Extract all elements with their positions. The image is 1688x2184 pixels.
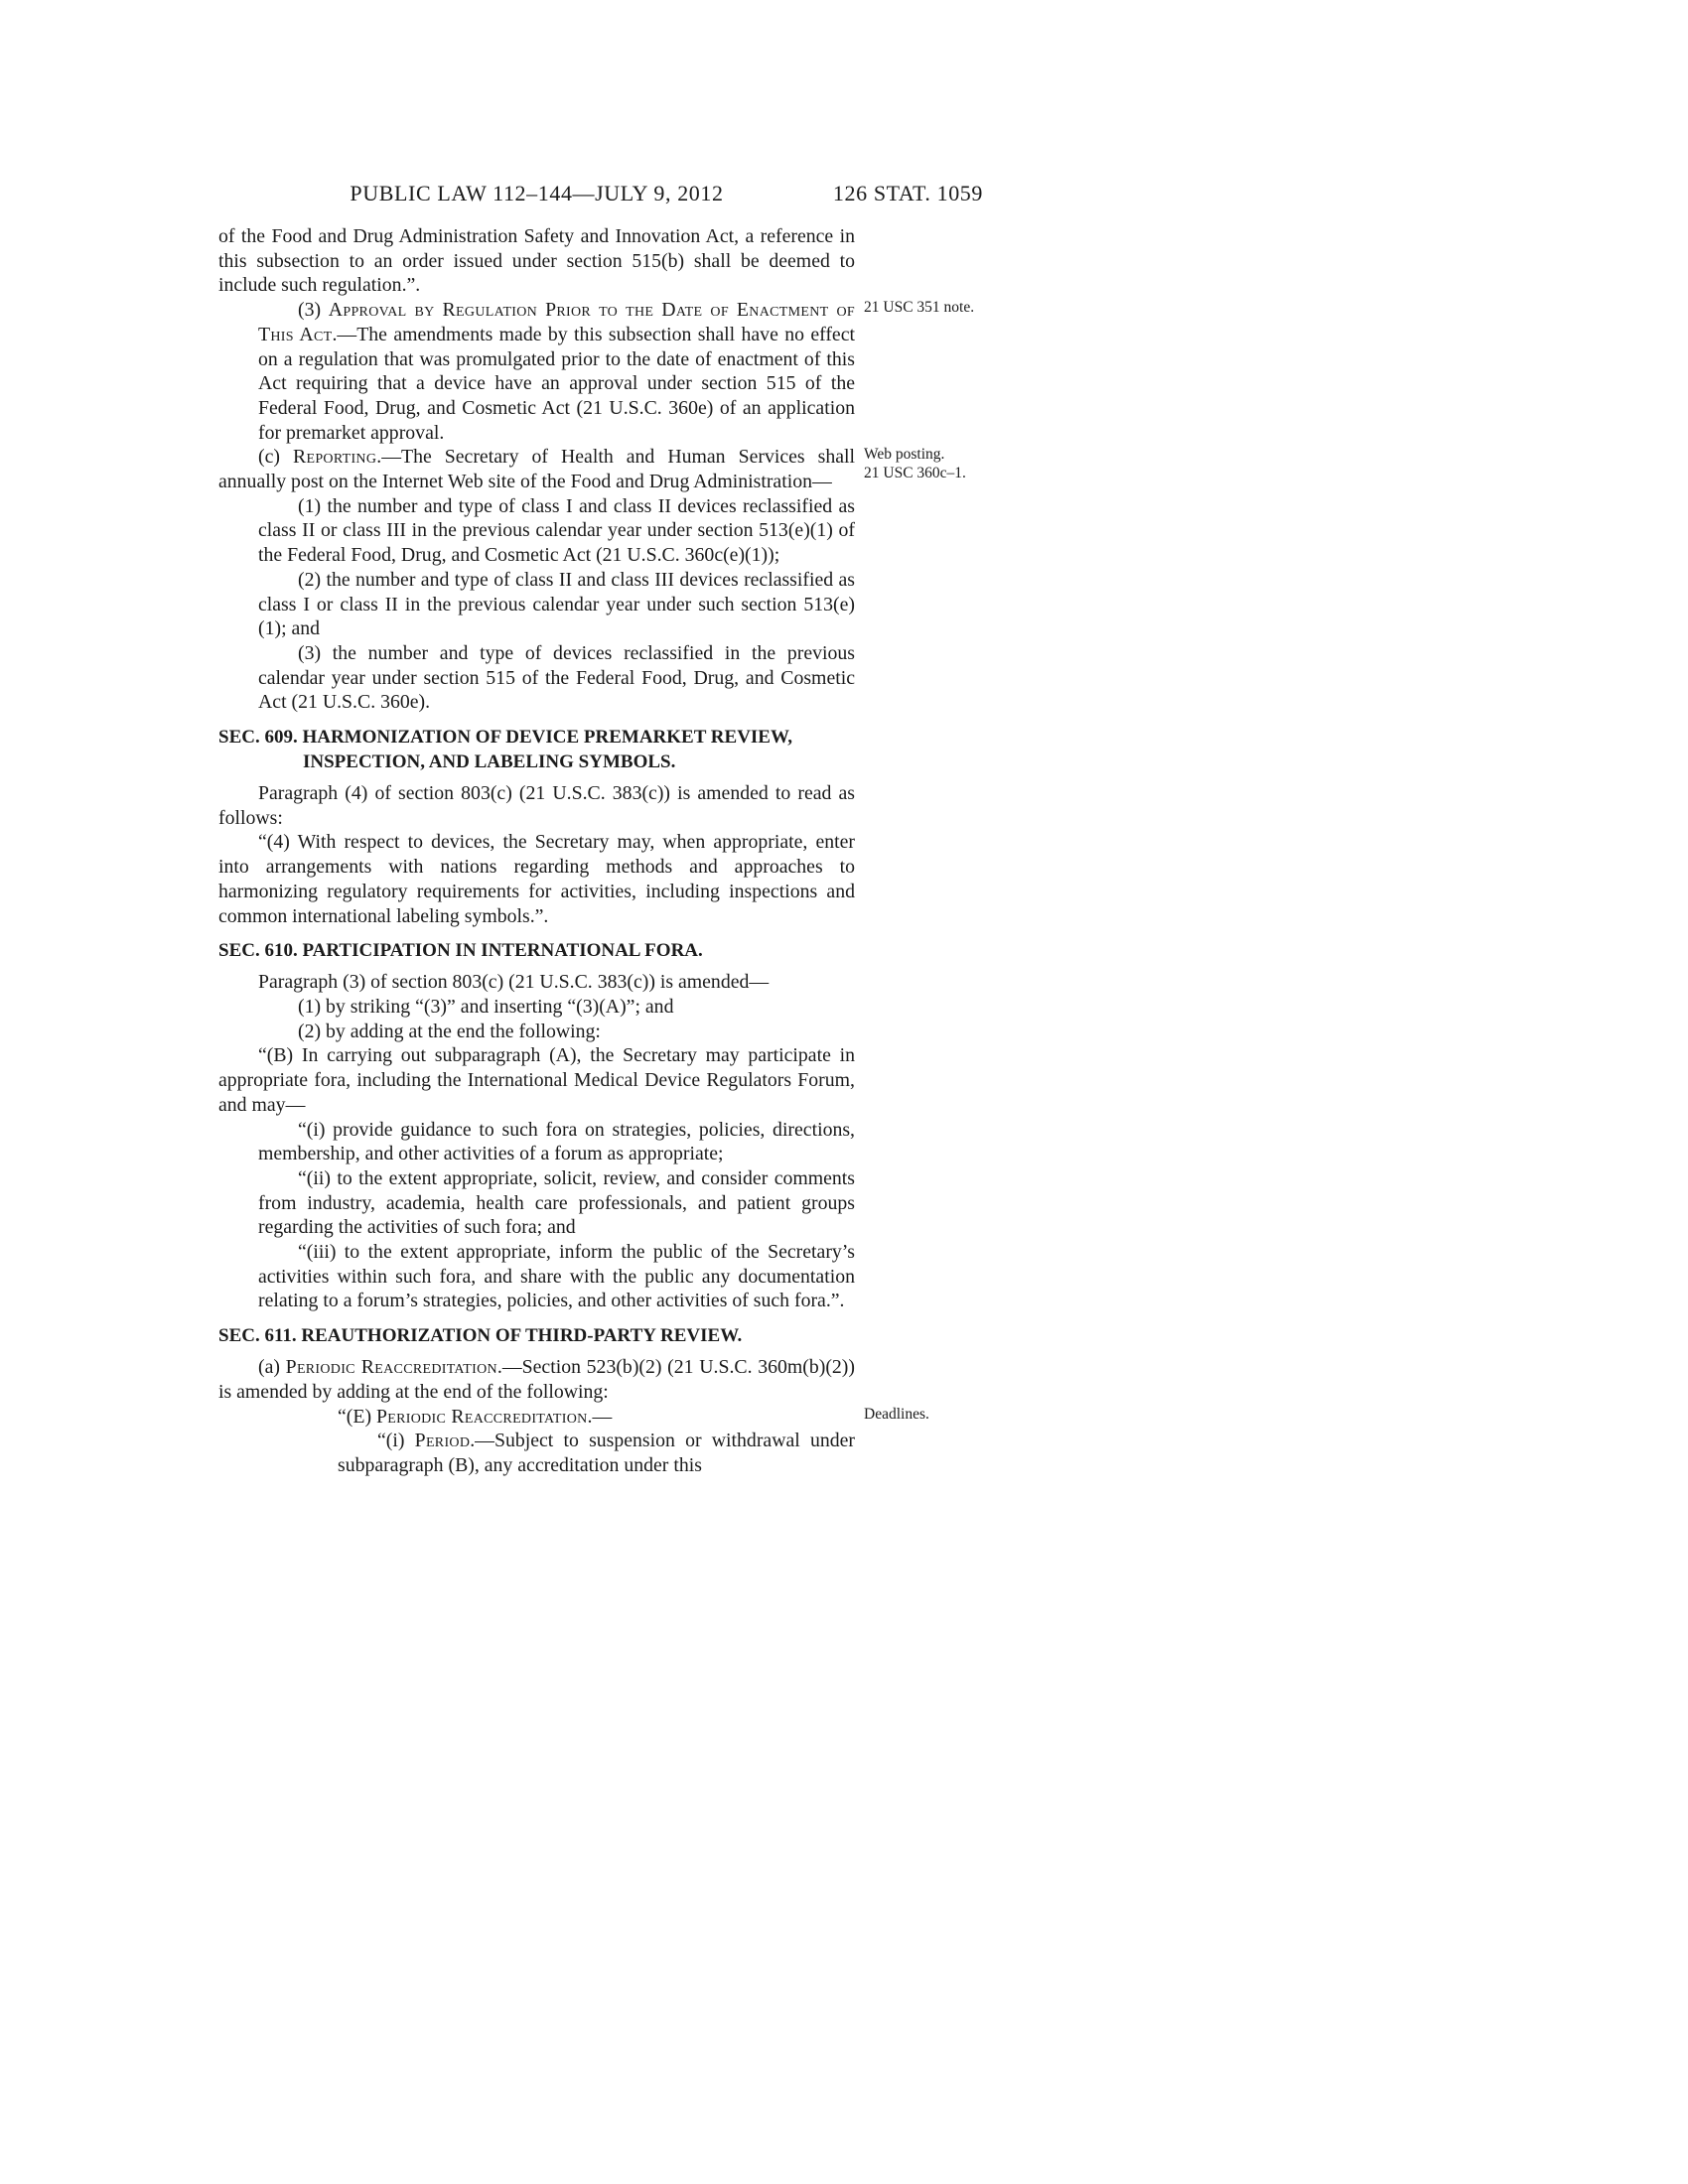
page-header-stat-number: 126 STAT. 1059: [832, 181, 983, 205]
paragraph-text: (1) the number and type of class I and class II devices reclassified as class II or class III in the previous calendar year under section 513(e)(1) of the Federal Food, Drug, and Cosmetic Act (21 U.S.C. 360c(e)(1));: [258, 494, 855, 567]
amendment-clause-2: [218, 1020, 855, 1044]
section-heading-text: SEC. 611. REAUTHORIZATION OF THIRD-PARTY REVIEW.: [218, 1325, 743, 1347]
paragraph-text: .—: [587, 1405, 613, 1428]
amendment-clause-1: [218, 995, 855, 1020]
paragraph-text: of the Food and Drug Administration Safety and Innovation Act, a reference in this subsection to an order issued under section 515(b) shall be deemed to include such regulation.”.: [218, 225, 855, 297]
section-heading-text: SEC. 610. PARTICIPATION IN INTERNATIONAL FORA.: [218, 940, 703, 962]
paragraph-text: (3) the number and type of devices reclassified in the previous calendar year under section 515 of the Federal Food, Drug, and Cosmetic Act (21 U.S.C. 360e).: [258, 641, 855, 714]
quoted-clause-i: [218, 1118, 855, 1166]
quoted-paragraph-4: [218, 830, 855, 928]
margin-note-line: 21 USC 360c–1.: [864, 464, 966, 481]
quoted-clause-iii: [218, 1240, 855, 1313]
paragraph-text: “(iii) to the extent appropriate, inform the public of the Secretary’s activities within such fora, and share with the public any documentation relating to a forum’s strategies, policies, and other activities of such fora.”.: [258, 1241, 855, 1312]
paragraph-text: “(i) provide guidance to such fora on strategies, policies, directions, membership, and other activities of a forum as appropriate;: [258, 1118, 855, 1165]
paragraph-text: “(ii) to the extent appropriate, solicit, review, and consider comments from industry, academia, health care professionals, and patient groups regarding the activities of such fora; and: [258, 1166, 855, 1239]
paragraph-text: “(B) In carrying out subparagraph (A), the Secretary may participate in appropriate fora, including the International Medical Device Regulators Forum, and may—: [218, 1044, 855, 1116]
margin-note-line: Web posting.: [864, 446, 945, 464]
paragraph-text: Paragraph (4) of section 803(c) (21 U.S.C. 383(c)) is amended to read as follows:: [218, 782, 855, 829]
clause-1-devices-reclassified: [218, 494, 855, 568]
quoted-clause-i-period: [218, 1429, 855, 1477]
quoted-subparagraph-B: [218, 1043, 855, 1117]
margin-note-web-posting: [864, 446, 1008, 482]
paragraph-text: .—The amendments made by this subsection shall have no effect on a regulation that was promulgated prior to the date of enactment of this Act requiring that a device have an approval under section 515 of the Federal Food, Drug, and Cosmetic Act (21 U.S.C. 360e) of an application for premarket approval.: [258, 323, 855, 444]
clause-heading-smallcaps: Period: [414, 1430, 471, 1452]
paragraph-heading-smallcaps: Approval by Regulation Prior to the Date of Enactment of This Act: [258, 299, 855, 345]
paragraph-text: Paragraph (3) of section 803(c) (21 U.S.C. 383(c)) is amended—: [258, 971, 770, 994]
margin-note-deadlines: Deadlines.: [864, 1405, 929, 1423]
statute-body: [218, 224, 975, 1478]
quoted-subparagraph-E: [218, 1405, 929, 1430]
paragraph-text: (1) by striking “(3)” and inserting “(3)(A)”; and: [298, 995, 674, 1018]
subsection-heading-smallcaps: Periodic Reaccreditation: [285, 1356, 497, 1379]
sec-611-heading: [218, 1323, 855, 1348]
subparagraph-letter: “(E): [338, 1405, 376, 1428]
subsection-a-periodic-reaccreditation: [218, 1355, 855, 1404]
page-header-law-title: PUBLIC LAW 112–144—JULY 9, 2012: [350, 181, 724, 205]
paragraph-text: “(4) With respect to devices, the Secretary may, when appropriate, enter into arrangements with nations regarding methods and approaches to harmonizing regulatory requirements for activities, including inspections and common international labeling symbols.”.: [218, 831, 855, 927]
subsection-letter: (c): [258, 446, 293, 469]
paragraph-sec609-amendment-intro: [218, 781, 855, 830]
section-heading-text: SEC. 609. HARMONIZATION OF DEVICE PREMARKET REVIEW, INSPECTION, AND LABELING SYMBOLS.: [218, 727, 792, 773]
quoted-clause-ii: [218, 1166, 855, 1240]
paragraph-number: (3): [298, 299, 329, 322]
sec-609-heading: [218, 725, 855, 774]
margin-note-usc-351: 21 USC 351 note.: [864, 299, 975, 317]
sec-610-heading: [218, 938, 855, 963]
paragraph-text: .—Section 523(b)(2) (21 U.S.C. 360m(b)(2)) is amended by adding at the end of the following:: [218, 1356, 855, 1403]
paragraph-text: (2) the number and type of class II and class III devices reclassified as class I or class II in the previous calendar year under such section 513(e)(1); and: [258, 568, 855, 640]
clause-number: “(i): [377, 1430, 415, 1452]
paragraph-continuation: [218, 224, 855, 298]
clause-2-devices-reclassified: [218, 568, 855, 641]
paragraph-text: .—The Secretary of Health and Human Services shall annually post on the Internet Web site of the Food and Drug Administration—: [218, 446, 855, 493]
paragraph-sec610-amendment-intro: [218, 970, 855, 995]
subsection-heading-smallcaps: Reporting: [292, 446, 377, 469]
paragraph-3-approval-by-regulation: [218, 298, 975, 445]
paragraph-text: (2) by adding at the end the following:: [298, 1020, 601, 1042]
clause-3-devices-reclassified: [218, 641, 855, 715]
subsection-letter: (a): [258, 1356, 286, 1379]
subparagraph-heading-smallcaps: Periodic Reaccreditation: [375, 1405, 588, 1428]
subsection-c-reporting: [218, 445, 966, 493]
paragraph-text: .—Subject to suspension or withdrawal under subparagraph (B), any accreditation under this: [338, 1430, 855, 1476]
